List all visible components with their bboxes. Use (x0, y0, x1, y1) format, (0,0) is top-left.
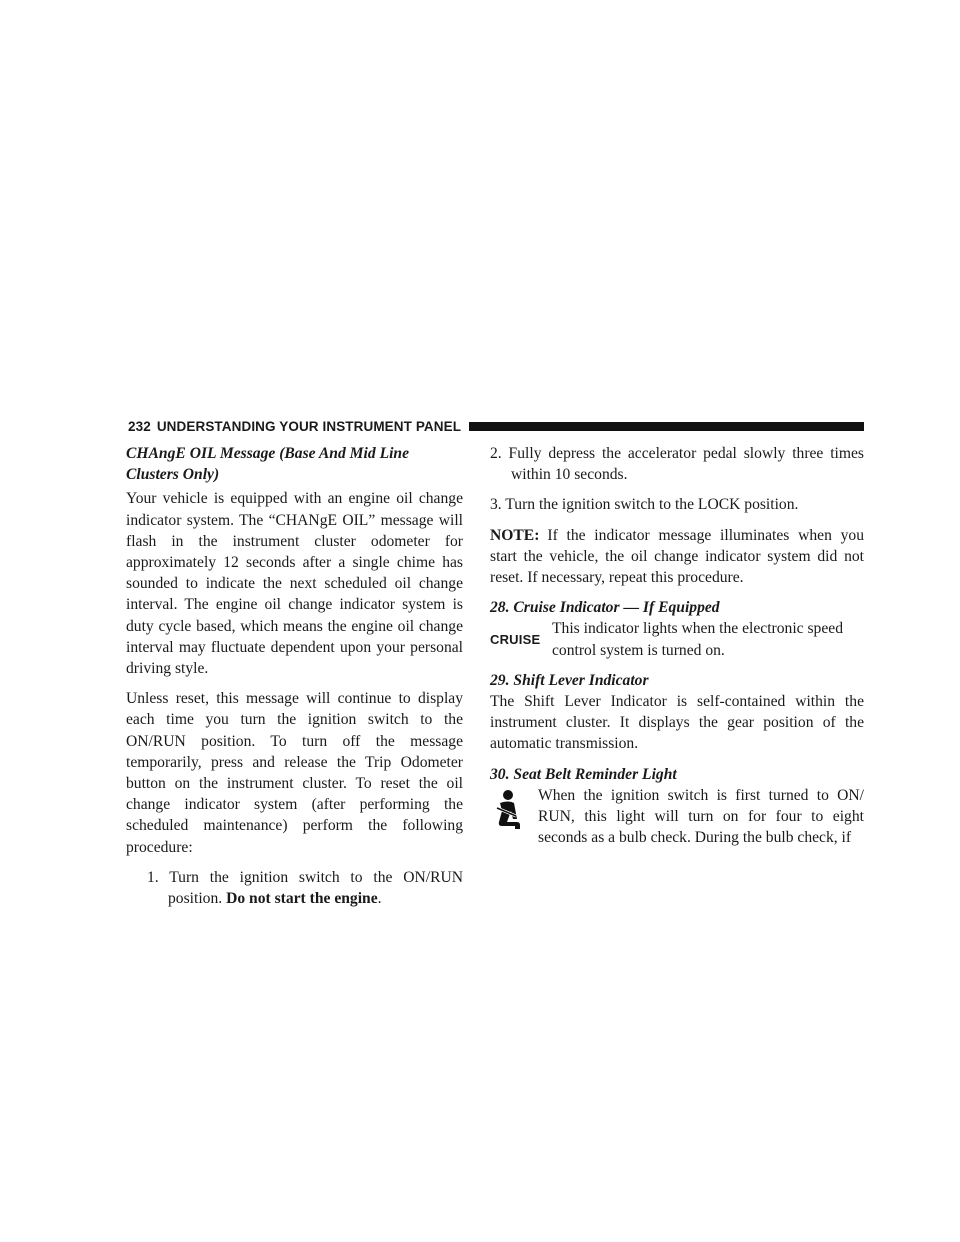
oil-message-heading: CHAngE OIL Message (Base And Mid Line Clusters Only) (126, 445, 410, 484)
shift-text: The Shift Lever Indicator is self-contained within the instrument cluster. It displays the gear position of the automatic transmission. (490, 693, 864, 753)
oil-message-paragraph-1: Your vehicle is equipped with an engine oil change indicator system. The “CHANgE OIL” message will flash in the instrument cluster odometer for approximately 12 seconds after a single chime has sounded to indicate the next scheduled oil change interval. The engine oil change indicator system is duty cycle based, which means the engine oil change interval may fluctuate dependent upon your personal driving style. (126, 490, 463, 678)
seatbelt-text: When the ignition switch is first turned to ON/ RUN, this light will turn on for four to eight seconds as a bulb check. During the bulb check, if (538, 786, 864, 847)
note-text: If the indicator message illuminates when you start the vehicle, the oil change indicator system did not reset. If necessary, repeat this procedure. (490, 526, 864, 587)
header-rule (469, 422, 864, 431)
cruise-heading: 28. Cruise Indicator — If Equipped (490, 599, 720, 617)
right-column (490, 443, 864, 848)
seatbelt-row (490, 785, 864, 849)
step-1-text: 1. Turn the ignition switch to the ON/RUN position. (147, 868, 463, 908)
page-number: 232 (128, 418, 151, 434)
step-3: 3. Turn the ignition switch to the LOCK position. (490, 496, 799, 514)
page-header (128, 418, 864, 434)
seatbelt-heading: 30. Seat Belt Reminder Light (490, 765, 677, 783)
oil-message-paragraph-2: Unless reset, this message will continue to display each time you turn the ignition switch to the ON/RUN position. To turn off the message temporarily, press and release the Trip Odometer button on the instrument cluster. To reset the oil change indicator system (after performing the scheduled maintenance) perform the following procedure: (126, 690, 463, 856)
cruise-text: This indicator lights when the electronic speed control system is turned on. (552, 620, 843, 659)
left-column (126, 443, 463, 909)
seatbelt-icon (490, 785, 538, 837)
section-title: UNDERSTANDING YOUR INSTRUMENT PANEL (156, 418, 462, 434)
note (490, 525, 864, 589)
step-1-bold: Do not start the engine (226, 890, 378, 908)
shift-heading: 29. Shift Lever Indicator (490, 671, 649, 689)
note-label: NOTE: (490, 526, 540, 544)
step-1 (147, 867, 463, 909)
step-1-end: . (377, 890, 382, 908)
cruise-indicator-icon: CRUISE (490, 632, 541, 648)
cruise-row (490, 618, 864, 660)
step-2: 2. Fully depress the accelerator pedal slowly three times within 10 seconds. (490, 445, 864, 484)
